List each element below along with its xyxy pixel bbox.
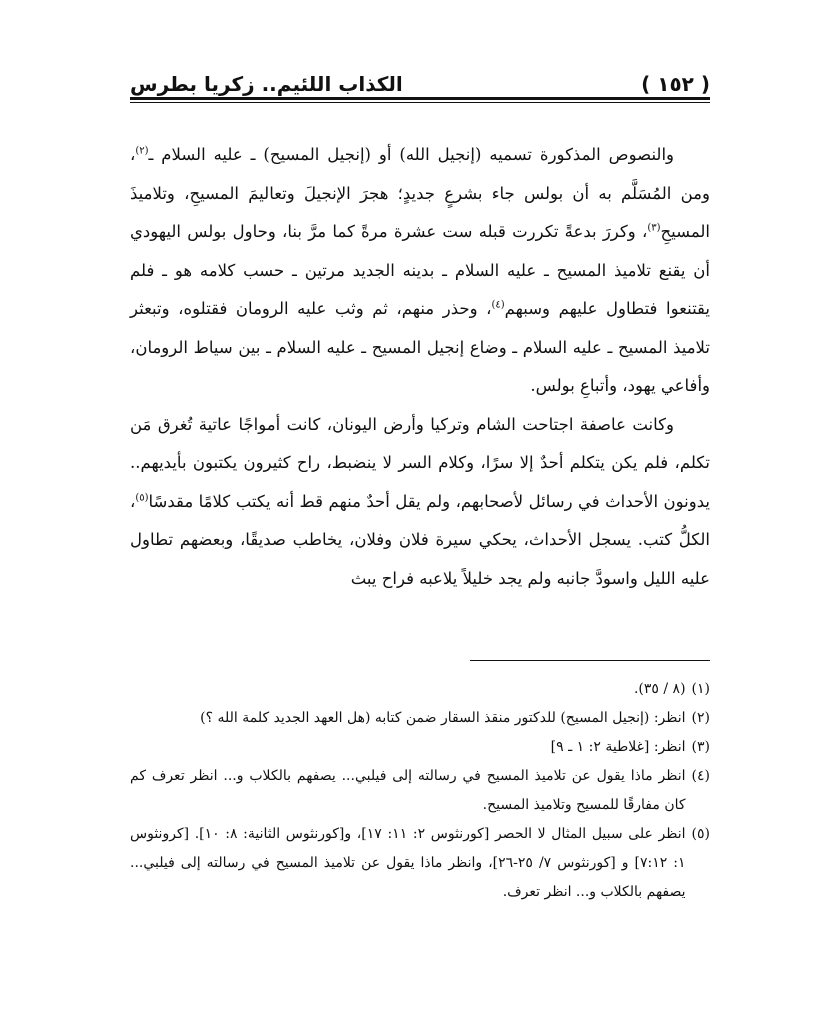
header-rule-thick <box>130 97 710 100</box>
footnote <box>130 820 710 907</box>
footnote-text: انظر ماذا يقول عن تلاميذ المسيح في رسالته إلى فيلبي... يصفهم بالكلاب و... انظر تعرف كم كان مفارقًا للمسيح وتلاميذ المسيح. <box>130 768 686 813</box>
footnote <box>130 704 710 733</box>
footnote-text: انظر: (إنجيل المسيح) للدكتور منقذ السقار ضمن كتابه (هل العهد الجديد كلمة الله ؟) <box>200 710 686 726</box>
footnote-separator <box>470 660 710 661</box>
footnote-number: (٥) <box>691 826 710 842</box>
footnote-ref[interactable]: (٥) <box>135 492 149 503</box>
footnote <box>130 675 710 704</box>
paragraph <box>130 136 710 406</box>
footnote-ref[interactable]: (٢) <box>135 145 149 157</box>
paragraph-text: ، وحذر منهم، ثم وثب عليه الرومان فقتلوه، وتبعثر تلاميذ المسيح ـ عليه السلام ـ وضاع إنجيل المسيح ـ عليه السلام ـ بين سياط الرومان، وأفاعي يهود، وأتباعِ بولس. <box>130 299 710 395</box>
page-number: ( ١٥٢ ) <box>641 72 710 96</box>
paragraph <box>130 406 710 599</box>
footnote <box>130 733 710 762</box>
paragraph-text: والنصوص المذكورة تسميه (إنجيل الله) أو (إنجيل المسيح) ـ عليه السلام ـ <box>148 145 674 164</box>
footnote-ref[interactable]: (٣) <box>647 222 661 234</box>
paragraph-text: ، ومن المُسَلَّم به أن بولس جاء بشرعٍ جديدٍ؛ هجرَ الإنجيلَ وتعاليمَ المسيحِ، وتلاميذَ المسيحِ <box>130 145 710 241</box>
footnotes <box>130 675 710 907</box>
footnote-ref[interactable]: (٤) <box>491 299 505 311</box>
footnote-text: انظر على سبيل المثال لا الحصر [كورنثوس ٢: ١١: ١٧]، و[كورنثوس الثانية: ٨: ١٠]. [كرونثوس ١: ٧:١٢] و [كورنثوس ٧/ ٢٥-٢٦]، وانظر ماذا يقول عن تلاميذ المسيح في رسالته إلى فيلبي... يصفهم بالكلاب و... انظر تعرف. <box>130 826 686 900</box>
header-rule-thin <box>130 102 710 103</box>
paragraph-text: ، وكررَ بدعةً تكررت قبله ست عشرة مرةً كما مرَّ بنا، وحاول بولس اليهودي أن يقنع تلاميذ المسيح ـ عليه السلام ـ بدينه الجديد مرتين ـ حسب كلامه هو ـ فلم يقتنعوا فتطاول عليهم وسبهم <box>130 222 710 318</box>
paragraph-text: ، الكلُّ كتب. يسجل الأحداث، يحكي سيرة فلان وفلان، يخاطب صديقًا، وبعضهم تطاول عليه الليل واسودَّ جانبه ولم يجد خليلاً يلاعبه فراح يبث <box>130 491 710 588</box>
running-title: الكذاب اللئيم.. زكريا بطرس <box>130 72 403 96</box>
footnote-number: (٢) <box>691 710 710 726</box>
footnote-number: (١) <box>691 681 710 697</box>
footnote-number: (٣) <box>691 739 710 755</box>
paragraph-text: وكانت عاصفة اجتاحت الشام وتركيا وأرض اليونان، كانت أمواجًا عاتية تُغرق مَن تكلم، فلم يكن يتكلم أحدٌ إلا سرًا، وكلام السر لا ينضبط، راح كثيرون يكتبون بأيديهم.. يدونون الأحداث في رسائل لأصحابهم، ولم يقل أحدٌ منهم قط أنه يكتب كلامًا مقدسًا <box>130 414 710 511</box>
footnote-text: انظر: [غلاطية ٢: ١ ـ ٩] <box>550 739 686 755</box>
page-header <box>130 66 710 96</box>
footnote <box>130 762 710 820</box>
footnote-number: (٤) <box>691 768 710 784</box>
footnote-text: (٨ / ٣٥). <box>633 681 686 697</box>
body-text <box>130 136 710 598</box>
